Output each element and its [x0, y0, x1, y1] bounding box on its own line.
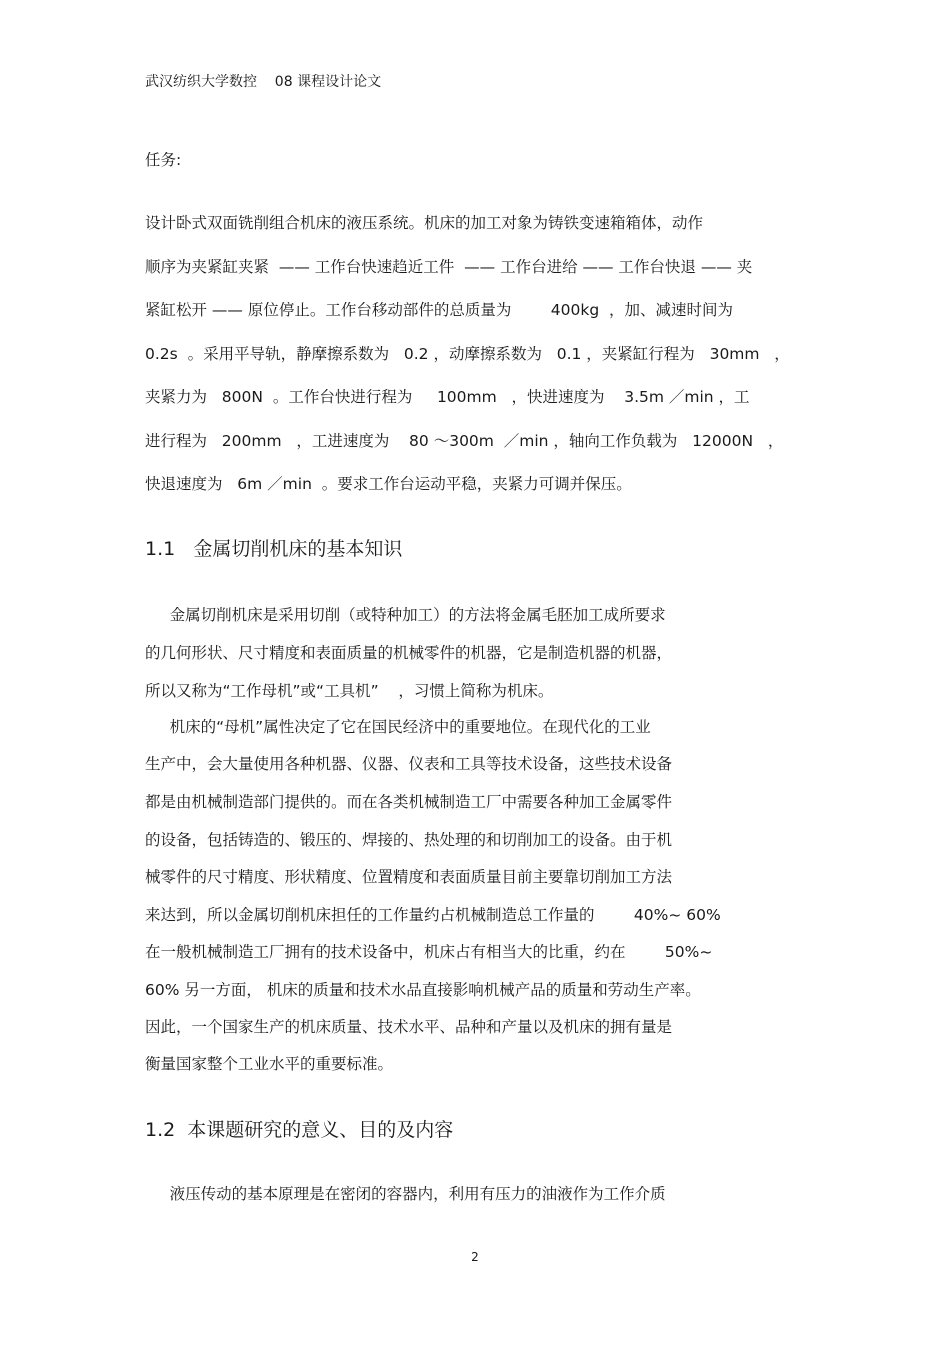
paragraph-line: 的设备，包括铸造的、锻压的、焊接的、热处理的和切削加工的设备。由于机 — [145, 831, 673, 849]
task-label: 任务: — [145, 151, 182, 169]
task-line: 顺序为夹紧缸夹紧 —— 工作台快速趋近工件 —— 工作台进给 —— 工作台快退 —— 夹 — [145, 258, 753, 276]
paragraph-line: 机床的“母机”属性决定了它在国民经济中的重要地位。在现代化的工业 — [145, 718, 651, 736]
task-line: 0.2s 。采用平导轨，静摩擦系数为 0.2 ，动摩擦系数为 0.1 ，夹紧缸行程为 30mm ， — [145, 345, 790, 363]
paragraph-line: 生产中，会大量使用各种机器、仪器、仪表和工具等技术设备，这些技术设备 — [145, 755, 673, 773]
page-number: 2 — [471, 1250, 479, 1264]
paragraph-line: 因此，一个国家生产的机床质量、技术水平、品种和产量以及机床的拥有量是 — [145, 1018, 673, 1036]
paragraph-line: 的几何形状、尺寸精度和表面质量的机械零件的机器，它是制造机器的机器， — [145, 644, 673, 662]
paragraph-line: 在一般机械制造工厂拥有的技术设备中，机床占有相当大的比重，约在 50%~ — [145, 943, 713, 961]
paragraph-line: 60% 另一方面， 机床的质量和技术水品直接影响机械产品的质量和劳动生产率。 — [145, 981, 701, 999]
paragraph-line: 械零件的尺寸精度、形状精度、位置精度和表面质量目前主要靠切削加工方法 — [145, 868, 673, 886]
task-line: 设计卧式双面铣削组合机床的液压系统。机床的加工对象为铸铁变速箱箱体，动作 — [145, 214, 704, 232]
task-line: 紧缸松开 —— 原位停止。工作台移动部件的总质量为 400kg ，加、减速时间为 — [145, 301, 734, 319]
paragraph-line: 衡量国家整个工业水平的重要标准。 — [145, 1055, 394, 1073]
task-line: 夹紧力为 800N 。工作台快进行程为 100mm ，快进速度为 3.5m ／min ，工 — [145, 388, 750, 406]
task-line: 快退速度为 6m ／min 。要求工作台运动平稳，夹紧力可调并保压。 — [145, 475, 632, 493]
section-heading-1-1: 1.1 金属切削机床的基本知识 — [145, 538, 403, 560]
task-line: 进行程为 200mm ，工进速度为 80 ～300m ／min ，轴向工作负载为 12000N ， — [145, 432, 784, 450]
page-header: 武汉纺织大学数控 08 课程设计论文 — [145, 74, 382, 90]
paragraph-line: 金属切削机床是采用切削（或特种加工）的方法将金属毛胚加工成所要求 — [145, 606, 666, 624]
paragraph-line: 都是由机械制造部门提供的。而在各类机械制造工厂中需要各种加工金属零件 — [145, 793, 673, 811]
paragraph-line: 来达到，所以金属切削机床担任的工作量约占机械制造总工作量的 40%~ 60% — [145, 906, 721, 924]
paragraph-line: 所以又称为“工作母机”或“工具机” ，习惯上简称为机床。 — [145, 682, 554, 700]
section-heading-1-2: 1.2 本课题研究的意义、目的及内容 — [145, 1119, 454, 1141]
paragraph-line: 液压传动的基本原理是在密闭的容器内，利用有压力的油液作为工作介质 — [145, 1185, 666, 1203]
